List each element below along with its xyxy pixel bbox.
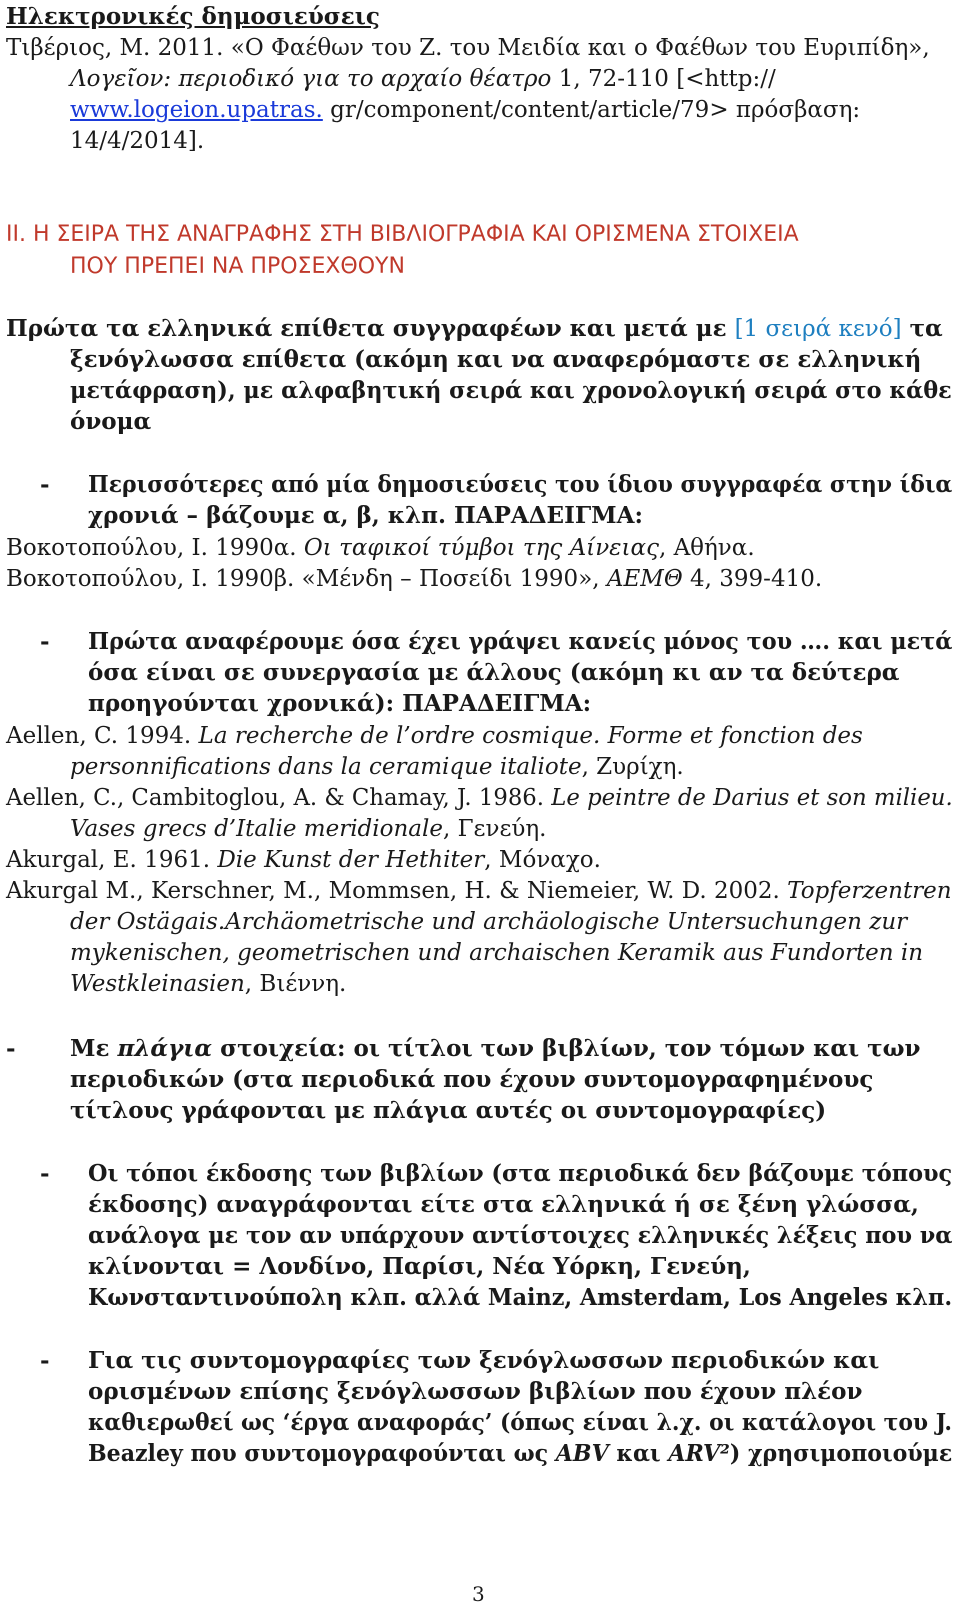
rule-text: Πρώτα τα ελληνικά επίθετα συγγραφέων και μετά με xyxy=(6,315,735,342)
book-title: Le peintre de Darius et son milieu. xyxy=(551,785,953,811)
bullet-text: χρονιά – βάζουμε α, β, κλπ. ΠΑΡΑΔΕΙΓΜΑ: xyxy=(88,502,643,529)
journal-title: ΑΕΜΘ xyxy=(606,566,683,592)
rule-text: και xyxy=(608,1440,669,1467)
bullet-text: ανάλογα με τον αν υπάρχουν αντίστοιχες ελληνικές λέξεις που να xyxy=(88,1222,953,1249)
book-title: La recherche de l’ordre cosmique. Forme et fonction des xyxy=(198,723,863,749)
bullet-dash: - xyxy=(40,471,50,498)
reference-line: 14/4/2014]. xyxy=(70,128,205,154)
rule-text: στοιχεία: οι τίτλοι των βιβλίων, τον τόμων και των xyxy=(212,1035,921,1062)
reference-text: , Γενεύη. xyxy=(442,816,547,842)
bullet-text xyxy=(70,1034,921,1064)
rule-paragraph: ξενόγλωσσα επίθετα (ακόμη και να αναφερόμαστε σε ελληνική xyxy=(70,346,922,373)
abbreviation: ARV² xyxy=(668,1440,730,1467)
reference-text: gr/component/content/article/79> πρόσβαση: xyxy=(322,97,861,123)
bullet-dash: - xyxy=(6,1035,16,1062)
reference-text: Akurgal M., Kerschner, M., Mommsen, H. & Niemeier, W. D. 2002. xyxy=(6,878,788,904)
book-title: Οι ταφικοί τύμβοι της Αίνειας xyxy=(303,535,659,561)
book-title: der Ostägais.Archäometrische und archäologische Untersuchungen zur xyxy=(70,909,908,935)
page-number: 3 xyxy=(472,1582,485,1606)
reference-line xyxy=(70,95,860,125)
reference-text: Aellen, C. 1994. xyxy=(6,723,199,749)
reference-text: , Αθήνα. xyxy=(658,535,755,561)
bullet-text: Οι τόποι έκδοσης των βιβλίων (στα περιοδικά δεν βάζουμε τόπους xyxy=(88,1160,953,1187)
rule-paragraph xyxy=(6,314,943,344)
example-reference xyxy=(6,533,755,563)
journal-title: Λογεῖον: περιοδικό για το αρχαίο θέατρο xyxy=(70,66,552,92)
reference-text: 1, 72-110 [<http:// xyxy=(551,66,776,92)
bullet-dash: - xyxy=(40,1160,50,1187)
bullet-text: τίτλους γράφονται με πλάγια αυτές οι συντομογραφίες) xyxy=(70,1097,827,1124)
bullet-text: Για τις συντομογραφίες των ξενόγλωσσων περιοδικών και xyxy=(88,1347,880,1374)
book-title: Topferzentren xyxy=(787,878,952,904)
rule-text: ) χρησιμοποιούμε xyxy=(729,1440,953,1467)
section-title: Ηλεκτρονικές δημοσιεύσεις xyxy=(6,3,380,30)
example-reference xyxy=(6,783,953,813)
rule-paragraph: όνομα xyxy=(70,408,152,435)
reference-text: , Μόναχο. xyxy=(484,847,601,873)
bullet-text: Πρώτα αναφέρουμε όσα έχει γράψει κανείς μόνος του …. και μετά xyxy=(88,628,953,655)
bullet-text: Περισσότερες από μία δημοσιεύσεις του ίδιου συγγραφέα στην ίδια xyxy=(88,471,953,498)
section-heading: ΙΙ. Η ΣΕΙΡΑ ΤΗΣ ΑΝΑΓΡΑΦΗΣ ΣΤΗ ΒΙΒΛΙΟΓΡΑΦΙΑ ΚΑΙ ΟΡΙΣΜΕΝΑ ΣΤΟΙΧΕΙΑ xyxy=(6,222,799,247)
bullet-text: καθιερωθεί ως ‘έργα αναφοράς’ (όπως είναι λ.χ. οι κατάλογοι του J. xyxy=(88,1409,952,1436)
bullet-text: ορισμένων επίσης ξενόγλωσσων βιβλίων που έχουν πλέον xyxy=(88,1378,863,1405)
example-reference xyxy=(6,564,822,594)
reference-text: Βοκοτοπούλου, Ι. 1990β. «Μένδη – Ποσείδι 1990», xyxy=(6,566,607,592)
rule-text: Beazley που συντομογραφούνται ως xyxy=(88,1440,556,1467)
bullet-text: προηγούνται χρονικά): ΠΑΡΑΔΕΙΓΜΑ: xyxy=(88,690,592,717)
bullet-text xyxy=(88,1439,952,1469)
example-reference xyxy=(70,969,346,999)
reference-text: Akurgal, E. 1961. xyxy=(6,847,218,873)
reference-text: Aellen, C., Cambitoglou, A. & Chamay, J. 1986. xyxy=(6,785,552,811)
reference-text: , Ζυρίχη. xyxy=(581,754,684,780)
section-heading: ΠΟΥ ΠΡΕΠΕΙ ΝΑ ΠΡΟΣΕΧΘΟΥΝ xyxy=(70,254,405,279)
example-reference xyxy=(70,814,546,844)
reference-line xyxy=(70,64,776,94)
bullet-text: όσα είναι σε συνεργασία με άλλους (ακόμη κι αν τα δεύτερα xyxy=(88,659,900,686)
bullet-text: περιοδικών (στα περιοδικά που έχουν συντομογραφημένους xyxy=(70,1066,874,1093)
spacing-note: [1 σειρά κενό] xyxy=(734,316,902,342)
reference-text: , Βιέννη. xyxy=(244,971,347,997)
bullet-dash: - xyxy=(40,1347,50,1374)
example-reference xyxy=(6,845,601,875)
book-title: Die Kunst der Hethiter xyxy=(217,847,485,873)
book-title: mykenischen, geometrischen und archaischen Keramik aus Fundorten in xyxy=(70,940,924,966)
book-title: Vases grecs d’Italie meridionale xyxy=(70,816,443,842)
reference-link[interactable]: www.logeion.upatras. xyxy=(70,97,323,123)
book-title: personnifications dans la ceramique italiote xyxy=(70,754,582,780)
abbreviation: ABV xyxy=(555,1440,609,1467)
bullet-text: Κωνσταντινούπολη κλπ. αλλά Mainz, Amsterdam, Los Angeles κλπ. xyxy=(88,1284,953,1311)
rule-paragraph: μετάφραση), με αλφαβητική σειρά και χρονολογική σειρά στο κάθε xyxy=(70,377,952,404)
example-reference xyxy=(70,752,684,782)
rule-text: τα xyxy=(901,315,943,342)
rule-text: Με xyxy=(70,1035,118,1062)
reference-line: Τιβέριος, Μ. 2011. «Ο Φαέθων του Ζ. του Μειδία και ο Φαέθων του Ευριπίδη», xyxy=(6,35,930,61)
bullet-dash: - xyxy=(40,628,50,655)
example-reference xyxy=(6,876,952,906)
emphasis-text: πλάγια xyxy=(117,1035,213,1062)
bullet-text: έκδοσης) αναγράφονται είτε στα ελληνικά ή σε ξένη γλώσσα, xyxy=(88,1191,919,1218)
book-title: Westkleinasien xyxy=(70,971,245,997)
example-reference xyxy=(6,721,863,751)
reference-text: Βοκοτοπούλου, Ι. 1990α. xyxy=(6,535,304,561)
bullet-text: κλίνονται = Λονδίνο, Παρίσι, Νέα Υόρκη, Γενεύη, xyxy=(88,1253,751,1280)
reference-text: 4, 399-410. xyxy=(682,566,823,592)
